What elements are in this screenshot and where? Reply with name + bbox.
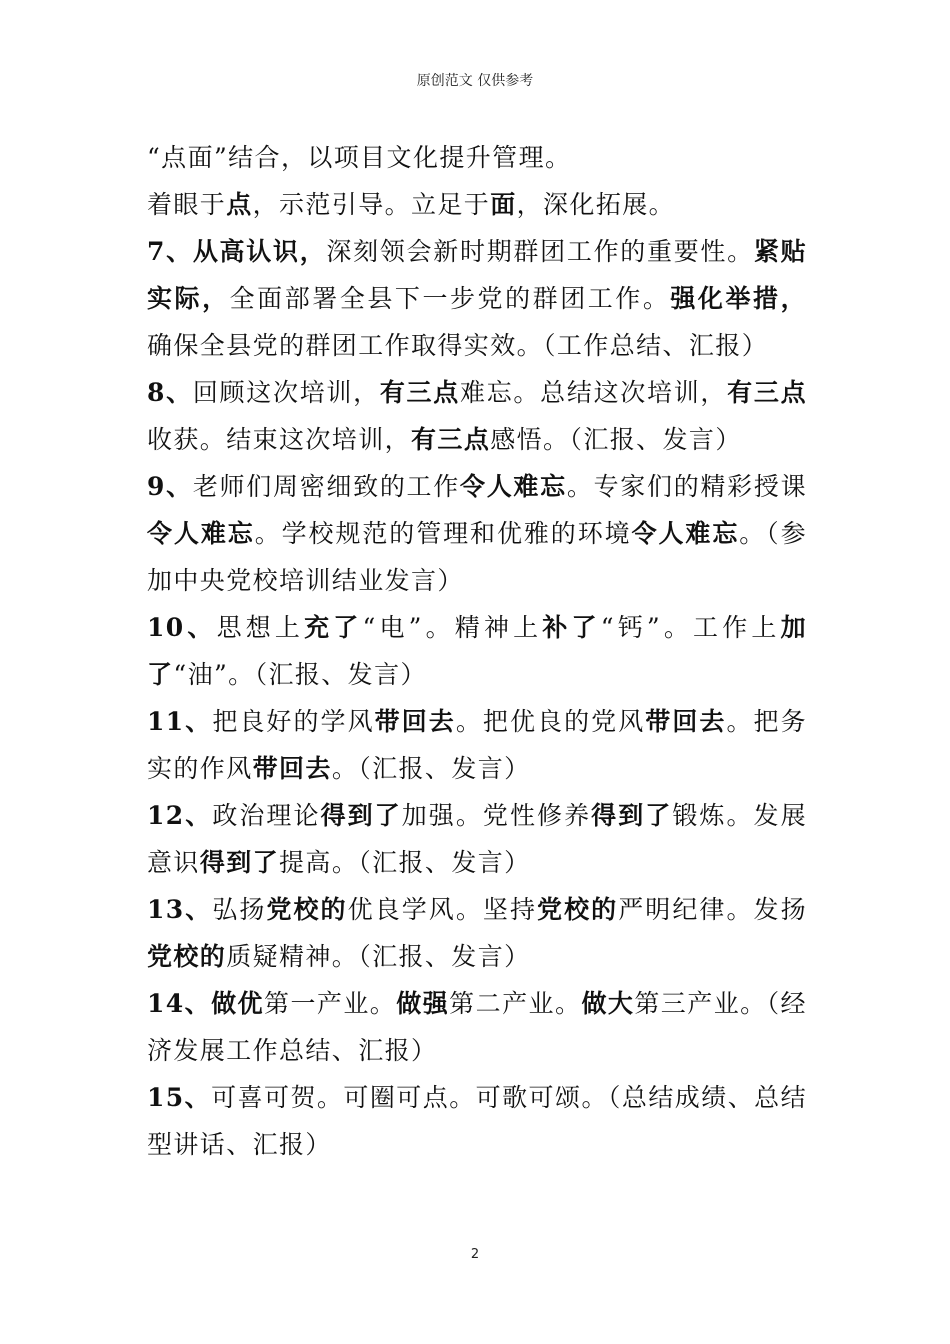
bold-text: 12、 xyxy=(147,801,213,830)
text-run: 。把务实的作风 xyxy=(147,707,807,783)
text-run: 着眼于 xyxy=(147,190,227,219)
paragraph xyxy=(147,792,807,886)
bold-text: 有三点 xyxy=(379,378,460,407)
text-run: 深刻领会新时期群团工作的重要性。 xyxy=(326,237,754,266)
text-run: 。（参加中央党校培训结业发言） xyxy=(147,519,807,595)
paragraph xyxy=(147,886,807,980)
text-run: 。专家们的精彩授课 xyxy=(566,472,807,501)
page-header: 原创范文 仅供参考 xyxy=(416,73,534,89)
bold-text: 强化举措， xyxy=(670,284,807,313)
text-run: 。学校规范的管理和优雅的环境 xyxy=(254,519,632,548)
text-run: 加强。党性修养 xyxy=(401,801,592,830)
paragraph xyxy=(147,181,807,228)
bold-text: 有三点 xyxy=(727,378,807,407)
text-run: 质疑精神。（汇报、发言） xyxy=(226,942,531,971)
text-run: 可喜可贺。可圈可点。可歌可颂。（总结成绩、总结型讲话、汇报） xyxy=(147,1083,808,1159)
text-run: “油”。（汇报、发言） xyxy=(173,660,427,689)
text-run: 回顾这次培训， xyxy=(192,378,380,407)
bold-text: 13、 xyxy=(147,895,213,924)
text-run: “钙”。工作上 xyxy=(600,613,781,642)
bold-text: 带回去 xyxy=(374,707,456,736)
text-run: 严明纪律。发扬 xyxy=(618,895,807,924)
bold-text: 面 xyxy=(490,190,517,219)
text-run: 把良好的学风 xyxy=(212,707,375,736)
text-run: 难忘。总结这次培训， xyxy=(460,378,728,407)
text-run: 老师们周密细致的工作 xyxy=(192,472,460,501)
text-run: 收获。结束这次培训， xyxy=(147,425,412,454)
bold-text: 补了 xyxy=(542,613,601,642)
bold-text: 令人难忘 xyxy=(631,519,740,548)
document-body xyxy=(147,134,807,1168)
paragraph xyxy=(147,369,807,463)
bold-text: 11、 xyxy=(147,707,213,736)
paragraph xyxy=(147,463,807,604)
bold-text: 紧贴实际， xyxy=(147,237,807,313)
bold-text: 令人难忘 xyxy=(147,519,255,548)
bold-text: 党校的 xyxy=(266,895,348,924)
text-run: 确保全县党的群团工作取得实效。（工作总结、汇报） xyxy=(147,331,769,360)
bold-text: 点 xyxy=(226,190,253,219)
paragraph xyxy=(147,604,807,698)
text-run: 优良学风。坚持 xyxy=(347,895,538,924)
bold-text: 得到了 xyxy=(199,848,280,877)
paragraph xyxy=(147,698,807,792)
paragraph xyxy=(147,1074,807,1168)
bold-text: 得到了 xyxy=(320,801,402,830)
bold-text: 得到了 xyxy=(591,801,673,830)
bold-text: 14、做优 xyxy=(147,989,264,1018)
page-number: 2 xyxy=(470,1247,480,1262)
bold-text: 做大 xyxy=(581,989,635,1018)
bold-text: 有三点 xyxy=(411,425,491,454)
paragraph xyxy=(147,134,807,181)
text-run: 第三产业。（经济发展工作总结、汇报） xyxy=(147,989,807,1065)
text-run: 。（汇报、发言） xyxy=(331,754,531,783)
bold-text: 带回去 xyxy=(252,754,332,783)
bold-text: 党校的 xyxy=(537,895,619,924)
paragraph xyxy=(147,980,807,1074)
paragraph xyxy=(147,228,807,369)
bold-text: 15、 xyxy=(147,1083,212,1112)
text-run: 思想上 xyxy=(216,613,305,642)
bold-text: 7、从高认识， xyxy=(147,237,327,266)
bold-text: 党校的 xyxy=(147,942,227,971)
text-run: 全面部署全县下一步党的群团工作。 xyxy=(229,284,671,313)
text-run: “点面”结合，以项目文化提升管理。 xyxy=(147,143,572,172)
text-run: ，深化拓展。 xyxy=(516,190,676,219)
bold-text: 10、 xyxy=(147,613,217,642)
text-run: ，示范引导。立足于 xyxy=(252,190,491,219)
text-run: 提高。（汇报、发言） xyxy=(279,848,531,877)
text-run: 感悟。（汇报、发言） xyxy=(490,425,742,454)
text-run: 锻炼。发展意识 xyxy=(147,801,807,877)
text-run: 第一产业。 xyxy=(264,989,397,1018)
bold-text: 充了 xyxy=(304,613,363,642)
text-run: 弘扬 xyxy=(212,895,267,924)
text-run: “电”。精神上 xyxy=(362,613,543,642)
bold-text: 9、 xyxy=(147,472,193,501)
bold-text: 带回去 xyxy=(645,707,727,736)
bold-text: 加了 xyxy=(147,613,807,689)
bold-text: 令人难忘 xyxy=(459,472,567,501)
text-run: 政治理论 xyxy=(212,801,321,830)
bold-text: 8、 xyxy=(147,378,193,407)
text-run: 。把优良的党风 xyxy=(455,707,646,736)
text-run: 第二产业。 xyxy=(449,989,582,1018)
bold-text: 做强 xyxy=(396,989,450,1018)
